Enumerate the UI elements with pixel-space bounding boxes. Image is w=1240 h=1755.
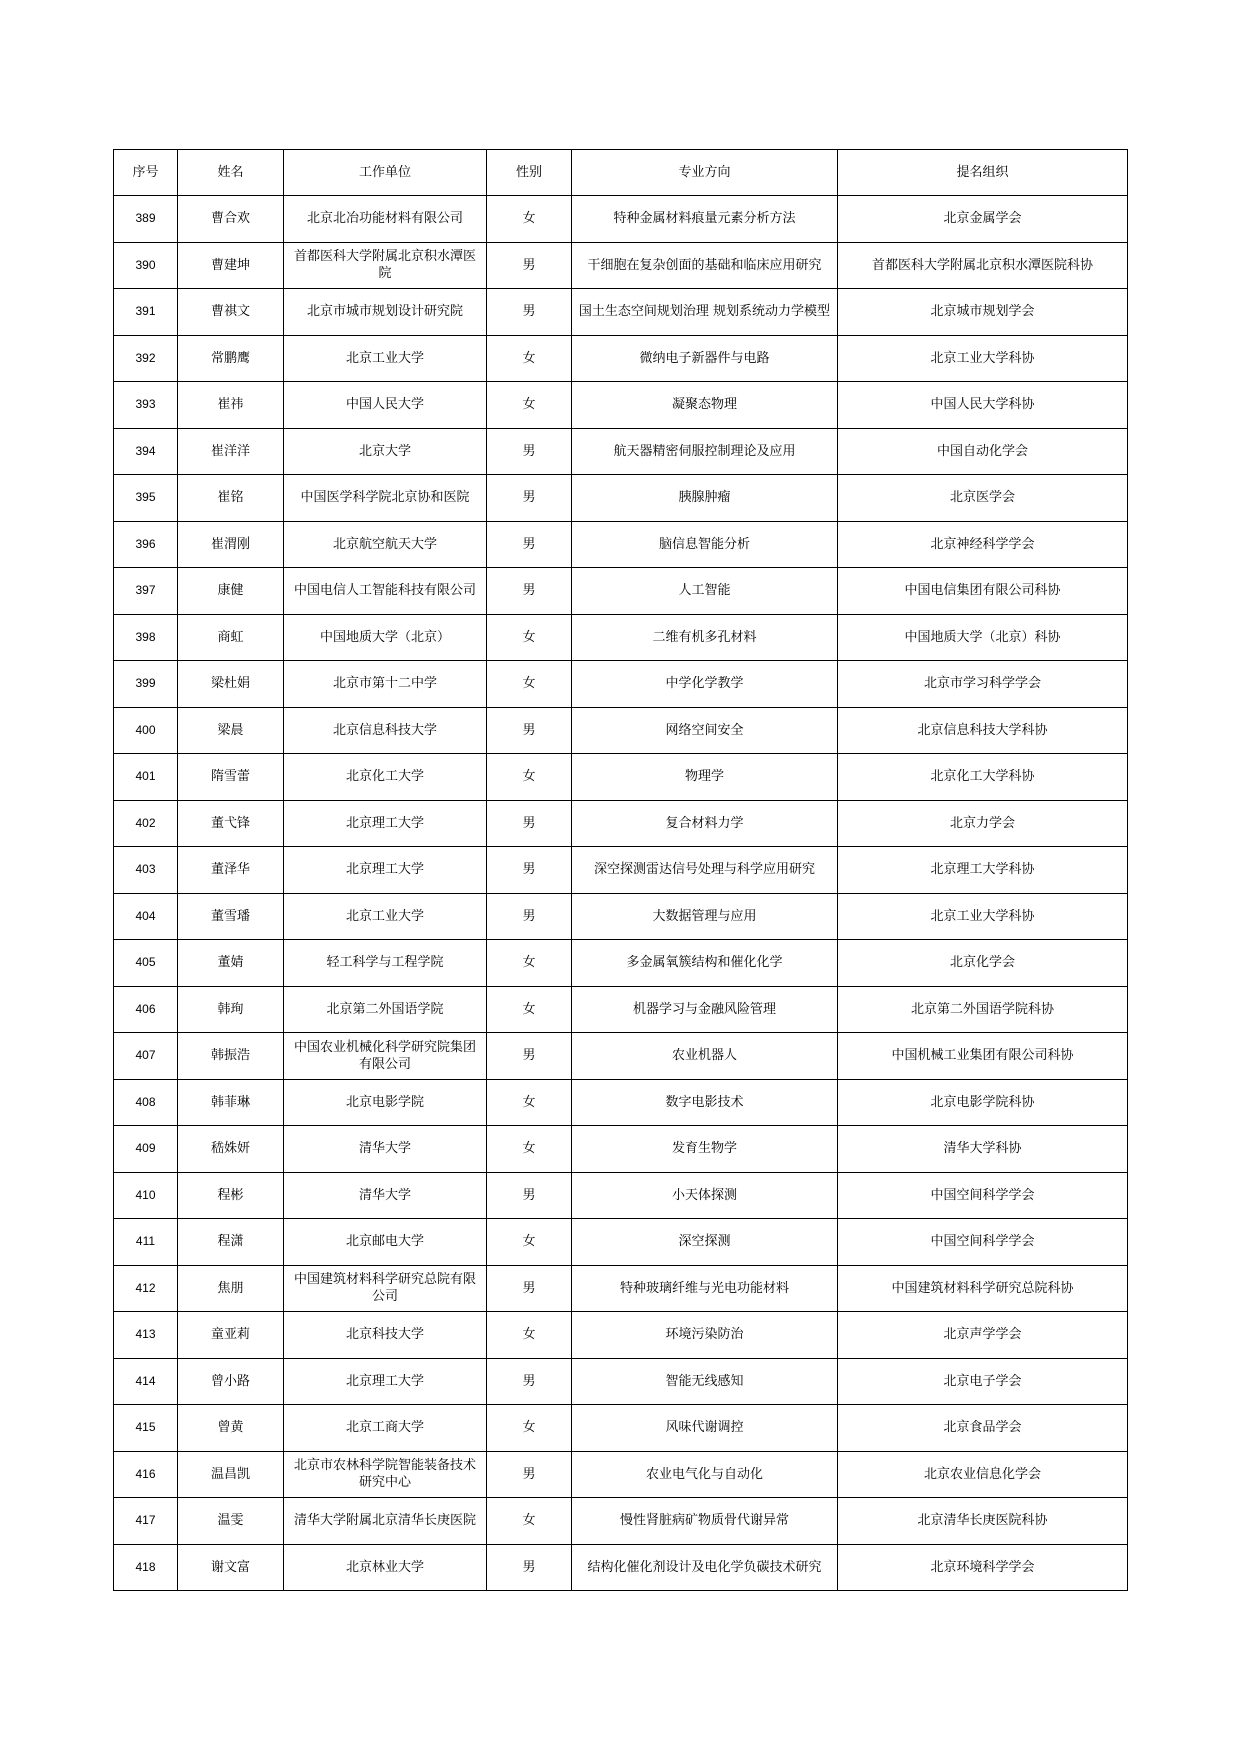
cell-nominating-org: 北京力学会 bbox=[838, 800, 1128, 847]
cell-gender: 男 bbox=[487, 521, 572, 568]
cell-name: 董泽华 bbox=[178, 847, 284, 894]
cell-nominating-org: 北京市学习科学学会 bbox=[838, 661, 1128, 708]
cell-index: 406 bbox=[114, 986, 178, 1033]
cell-employer: 首都医科大学附属北京积水潭医院 bbox=[284, 242, 487, 289]
cell-nominating-org: 中国建筑材料科学研究总院科协 bbox=[838, 1265, 1128, 1312]
cell-employer: 北京工业大学 bbox=[284, 893, 487, 940]
cell-nominating-org: 中国人民大学科协 bbox=[838, 382, 1128, 429]
cell-specialty: 胰腺肿瘤 bbox=[572, 475, 838, 522]
cell-gender: 女 bbox=[487, 335, 572, 382]
cell-name: 程彬 bbox=[178, 1172, 284, 1219]
cell-specialty: 中学化学教学 bbox=[572, 661, 838, 708]
cell-gender: 女 bbox=[487, 1079, 572, 1126]
cell-gender: 男 bbox=[487, 847, 572, 894]
cell-gender: 女 bbox=[487, 754, 572, 801]
cell-specialty: 凝聚态物理 bbox=[572, 382, 838, 429]
cell-nominating-org: 北京环境科学学会 bbox=[838, 1544, 1128, 1591]
cell-index: 407 bbox=[114, 1033, 178, 1080]
document-page bbox=[113, 149, 1128, 1591]
cell-name: 曾小路 bbox=[178, 1358, 284, 1405]
cell-gender: 男 bbox=[487, 242, 572, 289]
cell-name: 崔祎 bbox=[178, 382, 284, 429]
table-row bbox=[114, 335, 1128, 382]
cell-specialty: 发育生物学 bbox=[572, 1126, 838, 1173]
cell-name: 董婧 bbox=[178, 940, 284, 987]
cell-employer: 北京市农林科学院智能装备技术研究中心 bbox=[284, 1451, 487, 1498]
cell-gender: 男 bbox=[487, 428, 572, 475]
cell-employer: 北京市城市规划设计研究院 bbox=[284, 289, 487, 336]
cell-name: 韩珣 bbox=[178, 986, 284, 1033]
cell-specialty: 多金属氧簇结构和催化化学 bbox=[572, 940, 838, 987]
cell-specialty: 大数据管理与应用 bbox=[572, 893, 838, 940]
cell-index: 409 bbox=[114, 1126, 178, 1173]
cell-index: 415 bbox=[114, 1405, 178, 1452]
table-row bbox=[114, 1126, 1128, 1173]
cell-name: 程潇 bbox=[178, 1219, 284, 1266]
cell-specialty: 国土生态空间规划治理 规划系统动力学模型 bbox=[572, 289, 838, 336]
cell-nominating-org: 中国空间科学学会 bbox=[838, 1219, 1128, 1266]
cell-index: 408 bbox=[114, 1079, 178, 1126]
cell-name: 董雪璠 bbox=[178, 893, 284, 940]
cell-index: 412 bbox=[114, 1265, 178, 1312]
cell-gender: 女 bbox=[487, 614, 572, 661]
cell-nominating-org: 北京工业大学科协 bbox=[838, 893, 1128, 940]
cell-employer: 北京信息科技大学 bbox=[284, 707, 487, 754]
header-nominating-org: 提名组织 bbox=[838, 150, 1128, 196]
cell-nominating-org: 清华大学科协 bbox=[838, 1126, 1128, 1173]
cell-specialty: 风味代谢调控 bbox=[572, 1405, 838, 1452]
table-row bbox=[114, 1265, 1128, 1312]
cell-index: 416 bbox=[114, 1451, 178, 1498]
cell-specialty: 航天器精密伺服控制理论及应用 bbox=[572, 428, 838, 475]
cell-gender: 男 bbox=[487, 1172, 572, 1219]
cell-name: 童亚莉 bbox=[178, 1312, 284, 1359]
cell-nominating-org: 首都医科大学附属北京积水潭医院科协 bbox=[838, 242, 1128, 289]
cell-nominating-org: 北京食品学会 bbox=[838, 1405, 1128, 1452]
cell-nominating-org: 北京金属学会 bbox=[838, 196, 1128, 243]
cell-gender: 男 bbox=[487, 893, 572, 940]
cell-specialty: 人工智能 bbox=[572, 568, 838, 615]
cell-nominating-org: 北京声学学会 bbox=[838, 1312, 1128, 1359]
cell-index: 414 bbox=[114, 1358, 178, 1405]
cell-specialty: 物理学 bbox=[572, 754, 838, 801]
cell-employer: 北京科技大学 bbox=[284, 1312, 487, 1359]
cell-employer: 轻工科学与工程学院 bbox=[284, 940, 487, 987]
cell-employer: 中国电信人工智能科技有限公司 bbox=[284, 568, 487, 615]
cell-nominating-org: 北京化学会 bbox=[838, 940, 1128, 987]
table-row bbox=[114, 242, 1128, 289]
cell-name: 嵇姝妍 bbox=[178, 1126, 284, 1173]
cell-gender: 男 bbox=[487, 1451, 572, 1498]
cell-specialty: 网络空间安全 bbox=[572, 707, 838, 754]
cell-gender: 女 bbox=[487, 1405, 572, 1452]
cell-gender: 女 bbox=[487, 382, 572, 429]
table-row bbox=[114, 707, 1128, 754]
cell-employer: 北京林业大学 bbox=[284, 1544, 487, 1591]
header-specialty: 专业方向 bbox=[572, 150, 838, 196]
cell-index: 410 bbox=[114, 1172, 178, 1219]
cell-name: 康健 bbox=[178, 568, 284, 615]
table-row bbox=[114, 661, 1128, 708]
cell-specialty: 特种金属材料痕量元素分析方法 bbox=[572, 196, 838, 243]
cell-index: 397 bbox=[114, 568, 178, 615]
cell-gender: 男 bbox=[487, 707, 572, 754]
table-row bbox=[114, 428, 1128, 475]
cell-employer: 清华大学 bbox=[284, 1172, 487, 1219]
table-row bbox=[114, 1358, 1128, 1405]
cell-specialty: 微纳电子新器件与电路 bbox=[572, 335, 838, 382]
table-row bbox=[114, 1033, 1128, 1080]
cell-index: 418 bbox=[114, 1544, 178, 1591]
cell-employer: 北京航空航天大学 bbox=[284, 521, 487, 568]
table-row bbox=[114, 1172, 1128, 1219]
cell-name: 温雯 bbox=[178, 1498, 284, 1545]
cell-name: 韩振浩 bbox=[178, 1033, 284, 1080]
cell-specialty: 小天体探测 bbox=[572, 1172, 838, 1219]
cell-employer: 北京理工大学 bbox=[284, 800, 487, 847]
cell-gender: 女 bbox=[487, 196, 572, 243]
cell-index: 405 bbox=[114, 940, 178, 987]
table-row bbox=[114, 847, 1128, 894]
cell-index: 391 bbox=[114, 289, 178, 336]
cell-name: 谢文富 bbox=[178, 1544, 284, 1591]
cell-index: 403 bbox=[114, 847, 178, 894]
cell-employer: 北京工商大学 bbox=[284, 1405, 487, 1452]
header-employer: 工作单位 bbox=[284, 150, 487, 196]
cell-gender: 男 bbox=[487, 1544, 572, 1591]
cell-index: 399 bbox=[114, 661, 178, 708]
cell-index: 394 bbox=[114, 428, 178, 475]
cell-gender: 女 bbox=[487, 1126, 572, 1173]
cell-index: 398 bbox=[114, 614, 178, 661]
cell-gender: 男 bbox=[487, 289, 572, 336]
table-row bbox=[114, 1451, 1128, 1498]
cell-employer: 北京电影学院 bbox=[284, 1079, 487, 1126]
table-row bbox=[114, 1544, 1128, 1591]
cell-index: 401 bbox=[114, 754, 178, 801]
cell-employer: 北京化工大学 bbox=[284, 754, 487, 801]
cell-name: 曹祺文 bbox=[178, 289, 284, 336]
cell-nominating-org: 中国机械工业集团有限公司科协 bbox=[838, 1033, 1128, 1080]
table-row bbox=[114, 940, 1128, 987]
table-row bbox=[114, 893, 1128, 940]
cell-employer: 清华大学附属北京清华长庚医院 bbox=[284, 1498, 487, 1545]
cell-specialty: 二维有机多孔材料 bbox=[572, 614, 838, 661]
cell-index: 396 bbox=[114, 521, 178, 568]
cell-name: 梁杜娟 bbox=[178, 661, 284, 708]
table-row bbox=[114, 1405, 1128, 1452]
cell-index: 413 bbox=[114, 1312, 178, 1359]
cell-specialty: 特种玻璃纤维与光电功能材料 bbox=[572, 1265, 838, 1312]
cell-employer: 北京工业大学 bbox=[284, 335, 487, 382]
cell-specialty: 深空探测 bbox=[572, 1219, 838, 1266]
cell-index: 390 bbox=[114, 242, 178, 289]
table-row bbox=[114, 754, 1128, 801]
cell-employer: 北京市第十二中学 bbox=[284, 661, 487, 708]
cell-gender: 男 bbox=[487, 475, 572, 522]
cell-nominating-org: 北京神经科学学会 bbox=[838, 521, 1128, 568]
cell-index: 400 bbox=[114, 707, 178, 754]
cell-name: 曾黄 bbox=[178, 1405, 284, 1452]
table-row bbox=[114, 475, 1128, 522]
cell-employer: 北京第二外国语学院 bbox=[284, 986, 487, 1033]
table-row bbox=[114, 568, 1128, 615]
cell-index: 411 bbox=[114, 1219, 178, 1266]
cell-employer: 清华大学 bbox=[284, 1126, 487, 1173]
cell-employer: 中国地质大学（北京） bbox=[284, 614, 487, 661]
cell-specialty: 脑信息智能分析 bbox=[572, 521, 838, 568]
cell-name: 曹建坤 bbox=[178, 242, 284, 289]
cell-nominating-org: 中国自动化学会 bbox=[838, 428, 1128, 475]
table-row bbox=[114, 986, 1128, 1033]
cell-specialty: 复合材料力学 bbox=[572, 800, 838, 847]
cell-index: 417 bbox=[114, 1498, 178, 1545]
cell-gender: 女 bbox=[487, 1498, 572, 1545]
cell-name: 崔渭刚 bbox=[178, 521, 284, 568]
cell-employer: 中国人民大学 bbox=[284, 382, 487, 429]
cell-nominating-org: 北京农业信息化学会 bbox=[838, 1451, 1128, 1498]
cell-specialty: 机器学习与金融风险管理 bbox=[572, 986, 838, 1033]
table-row bbox=[114, 196, 1128, 243]
cell-employer: 北京理工大学 bbox=[284, 847, 487, 894]
header-gender: 性别 bbox=[487, 150, 572, 196]
table-row bbox=[114, 1312, 1128, 1359]
cell-gender: 女 bbox=[487, 940, 572, 987]
cell-nominating-org: 北京信息科技大学科协 bbox=[838, 707, 1128, 754]
table-row bbox=[114, 289, 1128, 336]
cell-specialty: 干细胞在复杂创面的基础和临床应用研究 bbox=[572, 242, 838, 289]
cell-employer: 北京邮电大学 bbox=[284, 1219, 487, 1266]
table-row bbox=[114, 382, 1128, 429]
cell-name: 崔铭 bbox=[178, 475, 284, 522]
cell-specialty: 农业电气化与自动化 bbox=[572, 1451, 838, 1498]
cell-nominating-org: 北京清华长庚医院科协 bbox=[838, 1498, 1128, 1545]
cell-specialty: 数字电影技术 bbox=[572, 1079, 838, 1126]
cell-employer: 中国农业机械化科学研究院集团有限公司 bbox=[284, 1033, 487, 1080]
cell-nominating-org: 北京电影学院科协 bbox=[838, 1079, 1128, 1126]
cell-name: 隋雪蕾 bbox=[178, 754, 284, 801]
table-row bbox=[114, 1079, 1128, 1126]
cell-nominating-org: 北京化工大学科协 bbox=[838, 754, 1128, 801]
table-header-row bbox=[114, 150, 1128, 196]
table-row bbox=[114, 614, 1128, 661]
table-row bbox=[114, 1498, 1128, 1545]
cell-name: 韩菲琳 bbox=[178, 1079, 284, 1126]
header-name: 姓名 bbox=[178, 150, 284, 196]
cell-gender: 男 bbox=[487, 800, 572, 847]
cell-index: 392 bbox=[114, 335, 178, 382]
cell-name: 焦朋 bbox=[178, 1265, 284, 1312]
cell-specialty: 结构化催化剂设计及电化学负碳技术研究 bbox=[572, 1544, 838, 1591]
cell-name: 商虹 bbox=[178, 614, 284, 661]
cell-gender: 男 bbox=[487, 1265, 572, 1312]
cell-employer: 中国建筑材料科学研究总院有限公司 bbox=[284, 1265, 487, 1312]
cell-employer: 北京理工大学 bbox=[284, 1358, 487, 1405]
cell-nominating-org: 中国地质大学（北京）科协 bbox=[838, 614, 1128, 661]
cell-name: 崔洋洋 bbox=[178, 428, 284, 475]
cell-index: 402 bbox=[114, 800, 178, 847]
cell-nominating-org: 北京电子学会 bbox=[838, 1358, 1128, 1405]
cell-gender: 女 bbox=[487, 1219, 572, 1266]
table-row bbox=[114, 521, 1128, 568]
cell-employer: 中国医学科学院北京协和医院 bbox=[284, 475, 487, 522]
cell-gender: 女 bbox=[487, 1312, 572, 1359]
table-row bbox=[114, 1219, 1128, 1266]
cell-gender: 男 bbox=[487, 1358, 572, 1405]
cell-nominating-org: 北京工业大学科协 bbox=[838, 335, 1128, 382]
table-row bbox=[114, 800, 1128, 847]
cell-name: 梁晨 bbox=[178, 707, 284, 754]
cell-gender: 女 bbox=[487, 661, 572, 708]
cell-name: 曹合欢 bbox=[178, 196, 284, 243]
cell-name: 董弋锋 bbox=[178, 800, 284, 847]
cell-gender: 男 bbox=[487, 1033, 572, 1080]
cell-specialty: 农业机器人 bbox=[572, 1033, 838, 1080]
cell-name: 常鹏鹰 bbox=[178, 335, 284, 382]
cell-nominating-org: 北京城市规划学会 bbox=[838, 289, 1128, 336]
cell-index: 393 bbox=[114, 382, 178, 429]
cell-specialty: 慢性肾脏病矿物质骨代谢异常 bbox=[572, 1498, 838, 1545]
cell-nominating-org: 北京理工大学科协 bbox=[838, 847, 1128, 894]
cell-employer: 北京北冶功能材料有限公司 bbox=[284, 196, 487, 243]
cell-index: 404 bbox=[114, 893, 178, 940]
cell-index: 389 bbox=[114, 196, 178, 243]
cell-nominating-org: 中国电信集团有限公司科协 bbox=[838, 568, 1128, 615]
cell-gender: 男 bbox=[487, 568, 572, 615]
cell-specialty: 智能无线感知 bbox=[572, 1358, 838, 1405]
cell-nominating-org: 北京第二外国语学院科协 bbox=[838, 986, 1128, 1033]
cell-index: 395 bbox=[114, 475, 178, 522]
nominee-table bbox=[113, 149, 1128, 1591]
cell-name: 温昌凯 bbox=[178, 1451, 284, 1498]
cell-employer: 北京大学 bbox=[284, 428, 487, 475]
cell-specialty: 深空探测雷达信号处理与科学应用研究 bbox=[572, 847, 838, 894]
cell-nominating-org: 北京医学会 bbox=[838, 475, 1128, 522]
header-index: 序号 bbox=[114, 150, 178, 196]
cell-gender: 女 bbox=[487, 986, 572, 1033]
cell-nominating-org: 中国空间科学学会 bbox=[838, 1172, 1128, 1219]
cell-specialty: 环境污染防治 bbox=[572, 1312, 838, 1359]
